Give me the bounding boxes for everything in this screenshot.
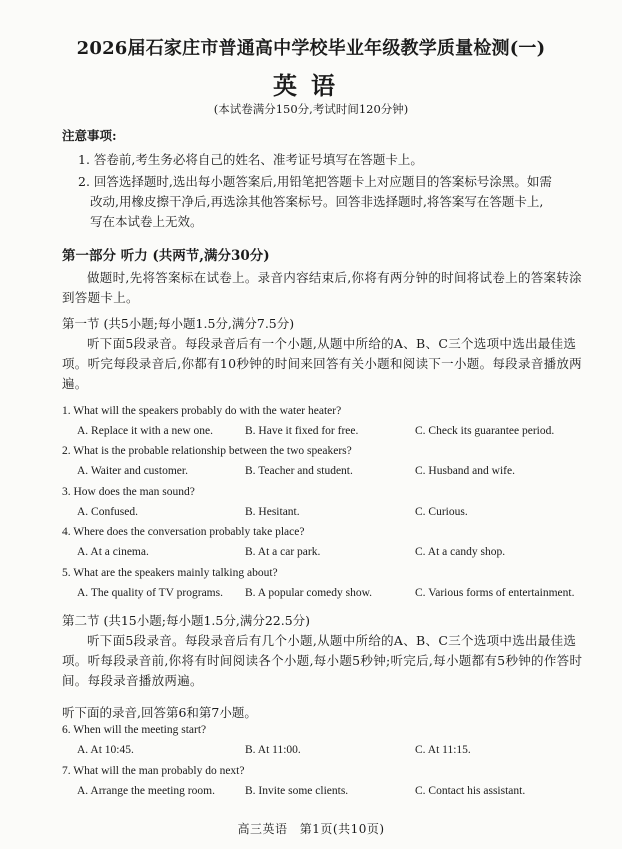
question-1: 1. What will the speakers probably do with the water heater? — [62, 405, 342, 417]
q5-option-b: B. A popular comedy show. — [245, 587, 373, 599]
q3-option-c: C. Curious. — [415, 506, 468, 518]
section2-heading: 第二节 (共15小题;每小题1.5分,满分22.5分) — [62, 613, 311, 628]
notice-item-1: 1. 答卷前,考生务必将自己的姓名、准考证号填写在答题卡上。 — [78, 152, 423, 167]
q6-option-a: A. At 10:45. — [77, 744, 134, 756]
q1-option-c: C. Check its guarantee period. — [415, 425, 555, 437]
notice-item-2-line-2: 改动,用橡皮擦干净后,再选涂其他答案标号。回答非选择题时,将答案写在答题卡上, — [90, 194, 544, 209]
section1-intro: 听下面5段录音。每段录音后有一个小题,从题中所给的A、B、C三个选项中选出最佳选项。听完每段录音后,你都有10秒钟的时间来回答有关小题和阅读下一小题。每段录音播放两遍。 — [62, 336, 582, 391]
section1-heading: 第一节 (共5小题;每小题1.5分,满分7.5分) — [62, 316, 295, 331]
notice-item-2-line-1: 2. 回答选择题时,选出每小题答案后,用铅笔把答题卡上对应题目的答案标号涂黑。如需 — [78, 174, 552, 189]
footer-subject: 高三英语 — [237, 822, 288, 836]
question-5: 5. What are the speakers mainly talking about? — [62, 567, 278, 579]
q3-option-b: B. Hesitant. — [245, 506, 300, 518]
footer-page-number: 第1页(共10页) — [299, 822, 385, 836]
q5-option-a: A. The quality of TV programs. — [77, 587, 223, 599]
q1-option-b: B. Have it fixed for free. — [245, 425, 359, 437]
q7-option-c: C. Contact his assistant. — [415, 785, 526, 797]
q4-option-a: A. At a cinema. — [77, 546, 149, 558]
subject-heading: 英语 — [273, 71, 349, 100]
section2-intro: 听下面5段录音。每段录音后有几个小题,从题中所给的A、B、C三个选项中选出最佳选项。听每段录音前,你将有时间阅读各个小题,每小题5秒钟;听完后,每小题都有5秒钟的作答时间。每段录音播放两遍。 — [62, 633, 583, 688]
passage-instruction: 听下面的录音,回答第6和第7小题。 — [62, 705, 257, 720]
q6-option-b: B. At 11:00. — [245, 744, 301, 756]
q7-option-a: A. Arrange the meeting room. — [77, 785, 215, 797]
part1-intro: 做题时,先将答案标在试卷上。录音内容结束后,你将有两分钟的时间将试卷上的答案转涂到答题卡上。 — [62, 270, 582, 305]
question-4: 4. Where does the conversation probably take place? — [62, 526, 305, 538]
q1-option-a: A. Replace it with a new one. — [77, 425, 214, 437]
q2-option-c: C. Husband and wife. — [415, 465, 515, 477]
notice-heading: 注意事项: — [62, 128, 117, 143]
q4-option-c: C. At a candy shop. — [415, 546, 506, 558]
q3-option-a: A. Confused. — [77, 506, 139, 518]
exam-title: 2026届石家庄市普通高中学校毕业年级教学质量检测(一) — [76, 38, 546, 59]
exam-info: (本试卷满分150分,考试时间120分钟) — [213, 102, 409, 116]
question-7: 7. What will the man probably do next? — [62, 765, 245, 777]
part1-heading: 第一部分 听力 (共两节,满分30分) — [62, 248, 270, 264]
q4-option-b: B. At a car park. — [245, 546, 321, 558]
question-6: 6. When will the meeting start? — [62, 724, 207, 736]
question-2: 2. What is the probable relationship between the two speakers? — [62, 445, 352, 457]
q2-option-b: B. Teacher and student. — [245, 465, 353, 477]
q5-option-c: C. Various forms of entertainment. — [415, 587, 575, 599]
q2-option-a: A. Waiter and customer. — [77, 465, 188, 477]
q7-option-b: B. Invite some clients. — [245, 785, 349, 797]
notice-item-2-line-3: 写在本试卷上无效。 — [90, 214, 203, 229]
notice-item-2 — [78, 172, 588, 232]
page-footer — [0, 820, 622, 837]
q6-option-c: C. At 11:15. — [415, 744, 471, 756]
question-3: 3. How does the man sound? — [62, 486, 195, 498]
